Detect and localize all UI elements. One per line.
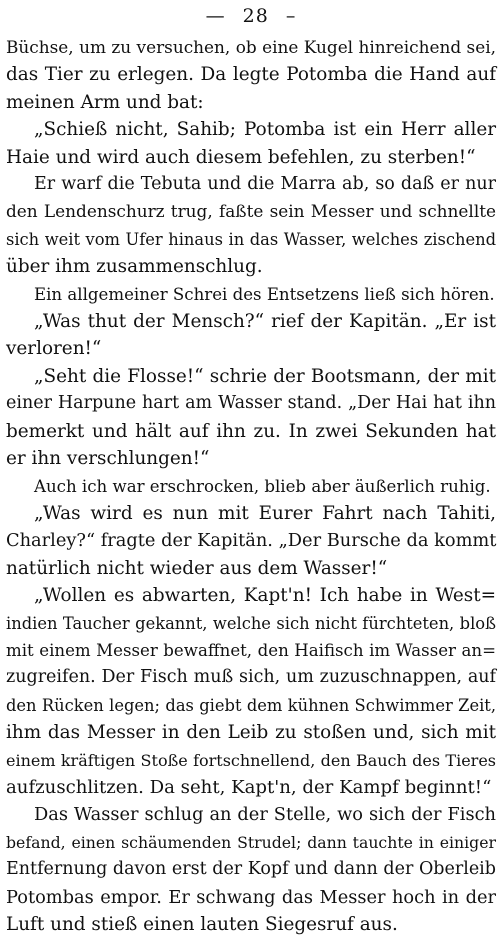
text-line: Haie und wird auch diesem befehlen, zu sterben!“	[6, 146, 476, 168]
text-line: natürlich nicht wieder aus dem Wasser!“	[6, 557, 388, 579]
text-line: „Schieß nicht, Sahib; Potomba ist ein Herr aller	[34, 119, 496, 141]
text-line: einer Harpune hart am Wasser stand. „Der Hai hat ihn	[6, 393, 496, 414]
text-line: Entfernung davon erst der Kopf und dann der Oberleib	[6, 859, 496, 880]
page-header	[6, 4, 496, 34]
text-line: meinen Arm und bat:	[6, 91, 204, 113]
text-line: den Lendenschurz trug, faßte sein Messer und schnellte	[6, 201, 496, 222]
text-line: „Wollen es abwarten, Kapt'n! Ich habe in West=	[34, 585, 496, 607]
header-dash-right: –	[285, 5, 297, 27]
text-line: „Seht die Flosse!“ schrie der Bootsmann, der mit	[34, 365, 496, 387]
text-line: über ihm zusammenschlug.	[6, 256, 263, 278]
text-line: das Tier zu erlegen. Da legte Potomba die Hand auf	[6, 64, 496, 86]
text-line: indien Taucher gekannt, welche sich nicht fürchteten, bloß	[6, 613, 496, 633]
text-line: „Was thut der Mensch?“ rief der Kapitän. „Er ist	[34, 311, 496, 333]
text-line: verloren!“	[6, 338, 102, 360]
book-page	[6, 4, 497, 935]
text-line: bemerkt und hält auf ihn zu. In zwei Sekunden hat	[6, 420, 496, 442]
page-number: 28	[242, 5, 269, 27]
header-dash-left: —	[205, 5, 226, 27]
text-line: Auch ich war erschrocken, blieb aber äußerlich ruhig.	[34, 476, 491, 496]
text-line: einem kräftigen Stoße fortschnellend, den Bauch des Tieres	[6, 750, 496, 770]
text-line: sich weit vom Ufer hinaus in das Wasser, welches zischend	[6, 229, 496, 249]
text-line: Das Wasser schlug an der Stelle, wo sich der Fisch	[34, 804, 496, 826]
text-line: aufzuschlitzen. Da seht, Kapt'n, der Kampf beginnt!“	[6, 776, 492, 798]
text-line: „Was wird es nun mit Eurer Fahrt nach Tahiti,	[34, 502, 496, 524]
body-text	[6, 34, 496, 938]
text-line: mit einem Messer bewaffnet, den Haifisch im Wasser an=	[6, 640, 496, 660]
text-line: Potombas empor. Er schwang das Messer hoch in der	[6, 886, 496, 908]
text-line: ihm das Messer in den Leib zu stoßen und, sich mit	[6, 722, 496, 744]
text-line: Charley?“ fragte der Kapitän. „Der Bursche da kommt	[6, 530, 497, 552]
text-line: Er warf die Tebuta und die Marra ab, so daß er nur	[34, 174, 496, 195]
text-line: Luft und stieß einen lauten Siegesruf aus.	[6, 914, 398, 935]
text-line: den Rücken legen; das giebt dem kühnen Schwimmer Zeit,	[6, 695, 496, 715]
text-line: zugreifen. Der Fisch muß sich, um zuzuschnappen, auf	[6, 667, 496, 688]
text-line: befand, einen schäumenden Strudel; dann tauchte in einiger	[6, 832, 496, 852]
text-line: Büchse, um zu versuchen, ob eine Kugel hinreichend sei,	[6, 37, 496, 57]
text-line: er ihn verschlungen!“	[6, 448, 210, 470]
text-line: Ein allgemeiner Schrei des Entsetzens ließ sich hören.	[34, 284, 495, 304]
